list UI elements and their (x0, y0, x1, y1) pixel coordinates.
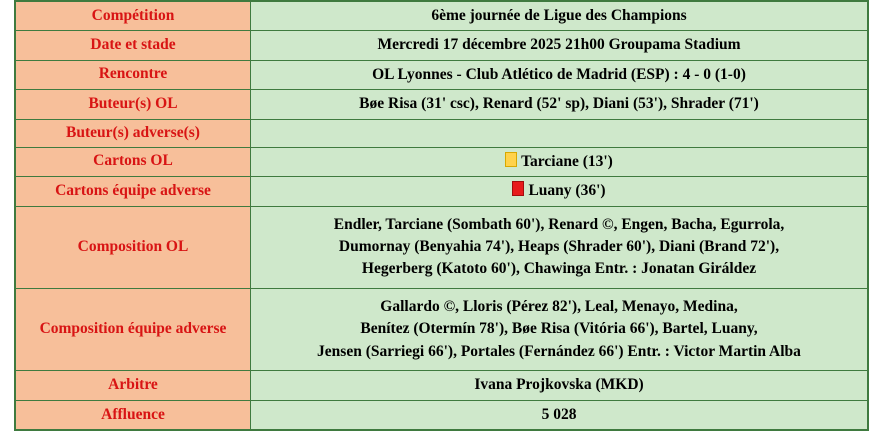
row-label-composition-adverse: Composition équipe adverse (15, 288, 251, 370)
row-label-cartons-ol: Cartons OL (15, 147, 251, 176)
value-line: Tarciane (13') (521, 152, 613, 170)
row-value-composition-adverse (251, 288, 869, 370)
row-label-affluence: Affluence (15, 400, 251, 430)
row-label-date-stade: Date et stade (15, 31, 251, 60)
value-line: Endler, Tarciane (Sombath 60'), Renard ©, Engen, Bacha, Egurrola, (333, 215, 785, 233)
table-row (15, 1, 868, 31)
value-line: Gallardo ©, Lloris (Pérez 82'), Leal, Menayo, Medina, (380, 297, 738, 315)
row-value-cartons-adverse (251, 177, 869, 206)
value-line: Dumornay (Benyahia 74'), Heaps (Shrader 60'), Diani (Brand 72'), (338, 237, 780, 255)
value-line: Jensen (Sarriegi 66'), Portales (Fernández 66') Entr. : Victor Martin Alba (317, 342, 801, 360)
table-row (15, 206, 868, 288)
row-label-competition: Compétition (15, 1, 251, 31)
table-row (15, 119, 868, 147)
value-line: OL Lyonnes - Club Atlético de Madrid (ESP) : 4 - 0 (1-0) (372, 65, 746, 83)
row-value-composition-ol (251, 206, 869, 288)
table-row (15, 177, 868, 206)
row-label-arbitre: Arbitre (15, 371, 251, 400)
row-label-composition-ol: Composition OL (15, 206, 251, 288)
row-value-cartons-ol (251, 147, 869, 176)
table-row (15, 400, 868, 430)
row-label-buteurs-adverses: Buteur(s) adverse(s) (15, 119, 251, 147)
table-row (15, 371, 868, 400)
match-summary-table (14, 0, 869, 431)
yellow-card-icon (505, 152, 517, 167)
table-row (15, 60, 868, 89)
row-label-buteurs-ol: Buteur(s) OL (15, 90, 251, 119)
row-value-rencontre (251, 60, 869, 89)
value-line: Benítez (Otermín 78'), Bøe Risa (Vitória 66'), Bartel, Luany, (360, 320, 758, 338)
red-card-icon (512, 181, 524, 196)
row-value-buteurs-adverses (251, 119, 869, 147)
table-row (15, 31, 868, 60)
value-line: Bøe Risa (31' csc), Renard (52' sp), Diani (53'), Shrader (71') (359, 95, 759, 113)
value-line: Ivana Projkovska (MKD) (474, 376, 644, 394)
row-label-rencontre: Rencontre (15, 60, 251, 89)
table-row (15, 288, 868, 370)
value-line: Mercredi 17 décembre 2025 21h00 Groupama Stadium (377, 36, 741, 54)
row-value-buteurs-ol (251, 90, 869, 119)
row-value-arbitre (251, 371, 869, 400)
value-line: 5 028 (541, 405, 577, 423)
row-label-cartons-adverse: Cartons équipe adverse (15, 177, 251, 206)
table-row (15, 147, 868, 176)
value-line: Hegerberg (Katoto 60'), Chawinga Entr. : Jonatan Giráldez (361, 260, 757, 278)
row-value-date-stade (251, 31, 869, 60)
row-value-affluence (251, 400, 869, 430)
row-value-competition (251, 1, 869, 31)
table-body (15, 1, 868, 430)
value-line: 6ème journée de Ligue des Champions (431, 6, 687, 24)
table-row (15, 90, 868, 119)
value-line: Luany (36') (528, 182, 606, 200)
